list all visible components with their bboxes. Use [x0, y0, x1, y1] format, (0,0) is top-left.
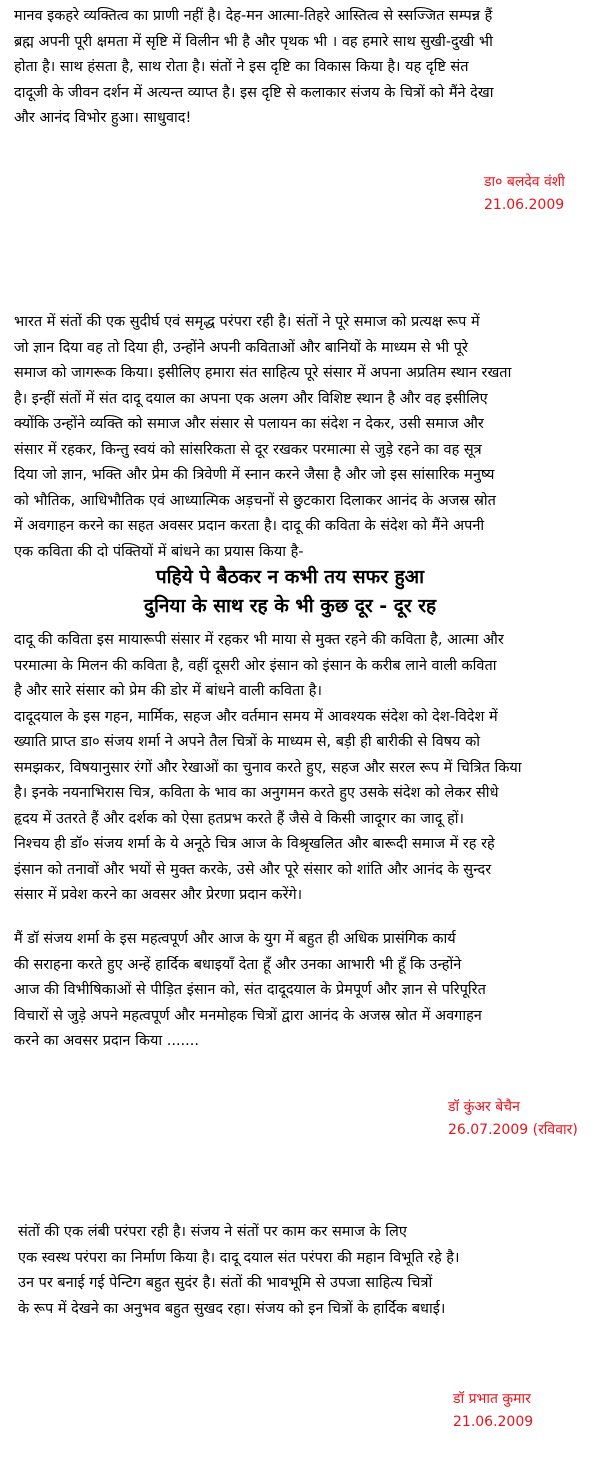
signature-prabhat-kumar	[453, 1388, 533, 1434]
text-line: मानव इकहरे व्यक्तित्व का प्राणी नहीं है। देह-मन आत्मा-तिहरे आस्तित्व से स्सज्जित सम्पन्न हैं	[14, 8, 493, 24]
text-line: में अवगाहन करने का सहत अवसर प्रदान करता है। दादू की कविता के संदेश को मैंने अपनी	[14, 518, 485, 534]
poem-line: पहिये पे बैठकर न कभी तय सफर हुआ	[155, 566, 425, 588]
text-line: की सराहना करते हुए अन्हें हार्दिक बधाइयाँ देता हूँ और उनका आभारी भी हूँ कि उन्होंने	[14, 956, 462, 973]
signature-date: 21.06.2009	[453, 1414, 534, 1430]
text-line: हृदय में उतरते हैं और दर्शक को ऐसा हतप्रभ करते हैं जैसे वे किसी जादूगर का जादू हों।	[14, 810, 465, 827]
text-line: करने का अवसर प्रदान किया .......	[14, 1033, 199, 1049]
text-line: संसार में रहकर, किन्तु स्वयं को सांसरिकता से दूर रखकर परमात्मा से जुड़े रहने का वह सूत्र	[14, 441, 482, 458]
text-line: दिया जो ज्ञान, भक्ति और प्रेम की त्रिवेणी में स्नान करने जैसा है और जो इस सांसारिक मनुष्य	[14, 467, 495, 483]
paragraph-sant-parampara	[14, 310, 588, 565]
paragraph-badhai	[14, 927, 588, 1055]
text-line: एक कविता की दो पंक्तियों में बांधने का प्रयास किया है-	[14, 543, 304, 560]
text-line: है। इनके नयनाभिरास चित्र, कविता के भाव का अनुगमन करते हुए उसके संदेश को लेकर सीधे	[14, 785, 499, 801]
text-line: को भौतिक, आधिभौतिक एवं आध्यात्मिक अड़चनों से छुटकारा दिलाकर आनंद के अजस्र स्रोत	[14, 492, 496, 509]
paragraph-prabhat-kumar	[18, 1220, 592, 1322]
text-line: समाज को जागरूक किया। इसीलिए हमारा संत साहित्य पूरे संसार में अपना अप्रतिम स्थान रखता	[14, 365, 512, 381]
text-line: ख्याति प्राप्त डा० संजय शर्मा ने अपने तैल चित्रों के माध्यम से, बड़ी ही बारीकी से विषय को	[14, 734, 480, 750]
text-line: उन पर बनाई गई पेन्टिग बहुत सुदंर है। संतों की भावभूमि से उपजा साहित्य चित्रों	[18, 1275, 433, 1291]
text-line: इंसान को तनावों और भयों से मुक्त करके, उसे और पूरे संसार को शांति और आनंद के सुन्दर	[14, 861, 492, 878]
signature-date: 21.06.2009	[484, 197, 565, 213]
paragraph-baldev-vanshi	[14, 4, 588, 132]
text-line: एक स्वस्थ परंपरा का निर्माण किया है। दादू दयाल संत परंपरा की महान विभूति रहे है।	[18, 1249, 460, 1266]
text-line: ब्रह्म अपनी पूरी क्षमता में सृष्टि में विलीन भी है और पृथक भी । वह हमारे साथ सुखी-दुखी भी	[14, 33, 493, 50]
text-line: के रूप में देखने का अनुभव बहुत सुखद रहा। संजय को इन चित्रों के हार्दिक बधाई।	[18, 1300, 446, 1317]
text-line: समझकर, विषयानुसार रंगों और रेखाओं का चुनाव करते हुए, सहज और सरल रूप में चित्रित किया	[14, 759, 522, 776]
signature-name: डॉ कुंअर बेचैन	[448, 1099, 520, 1115]
text-line: और आनंद विभोर हुआ। साधुवाद!	[14, 110, 192, 126]
signature-kunwar-bechain	[448, 1096, 578, 1142]
text-line: परमात्मा के मिलन की कविता है, वहीं दूसरी ओर इंसान को इंसान के करीब लाने वाली कविता	[14, 657, 497, 674]
text-line: क्योंकि उन्होंने व्यक्ति को समाज और संसार से पलायन का संदेश न देकर, उसी समाज और	[14, 416, 484, 432]
text-line: होता है। साथ हंसता है, साथ रोता है। संतों ने इस दृष्टि का विकास किया है। यह दृष्टि संत	[14, 59, 469, 75]
text-line: दादूदयाल के इस गहन, मार्मिक, सहज और वर्तमान समय में आवश्यक संदेश को देश-विदेश में	[14, 708, 498, 725]
signature-name: डॉ प्रभात कुमार	[453, 1391, 531, 1407]
text-line: आज की विभीषिकाओं से पीड़ित इंसान को, संत दादूदयाल के प्रेमपूर्ण और ज्ञान से परिपूरित	[14, 982, 486, 998]
signature-name: डा० बलदेव वंशी	[484, 174, 565, 190]
signature-date: 26.07.2009 (रविवार)	[448, 1122, 578, 1138]
poem-line: दुनिया के साथ रह के भी कुछ दूर - दूर रह	[143, 595, 437, 617]
text-line: भारत में संतों की एक सुदीर्घ एवं समृद्ध परंपरा रही है। संतों ने पूरे समाज को प्रत्यक्ष रूप में	[14, 314, 480, 330]
text-line: है। इन्हीं संतों में संत दादू दयाल का अपना एक अलग और विशिष्ट स्थान है और वह इसीलिए	[14, 390, 488, 407]
paragraph-dadu-kavita	[14, 628, 588, 909]
text-line: विचारों से जुड़े अपने महत्वपूर्ण और मनमोहक चित्रों द्वारा आनंद के अजस्र स्रोत में अवगाहन	[14, 1007, 482, 1024]
text-line: जो ज्ञान दिया वह तो दिया ही, उन्होंने अपनी कविताओं और बानियों के माध्यम से भी पूरे	[14, 339, 468, 356]
text-line: मैं डॉ संजय शर्मा के इस महत्वपूर्ण और आज के युग में बहुत ही अधिक प्रासंगिक कार्य	[14, 931, 456, 947]
text-line: दादूजी के जीवन दर्शन में अत्यन्त व्याप्त है। इस दृष्टि से कलाकार संजय के चित्रों को मैंने देखा	[14, 84, 494, 101]
text-line: संसार में प्रवेश करने का अवसर और प्रेरणा प्रदान करेंगे।	[14, 887, 303, 903]
signature-baldev-vanshi	[484, 171, 565, 217]
text-line: संतों की एक लंबी परंपरा रही है। संजय ने संतों पर काम कर समाज के लिए	[18, 1224, 407, 1240]
text-line: निश्चय ही डॉ० संजय शर्मा के ये अनूठे चित्र आज के विश्रृखलित और बारूदी समाज में रह रहे	[14, 836, 495, 852]
text-line: है और सारे संसार को प्रेम की डोर में बांधने वाली कविता है।	[14, 683, 322, 699]
poem-couplet	[0, 563, 580, 621]
text-line: दादू की कविता इस मायारूपी संसार में रहकर भी माया से मुक्त रहने की कविता है, आत्मा और	[14, 632, 504, 648]
